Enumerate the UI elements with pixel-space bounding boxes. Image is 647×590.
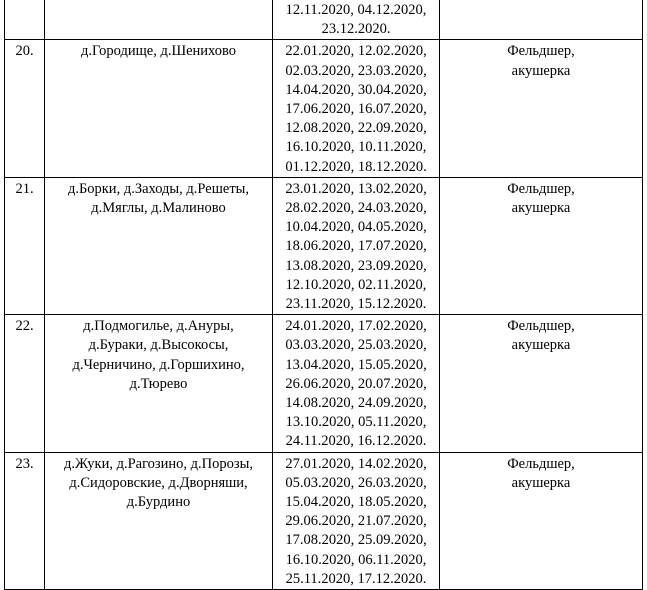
date-line: 17.06.2020, 16.07.2020, [285, 101, 427, 118]
date-line: 28.02.2020, 24.03.2020, [285, 200, 427, 217]
date-line: 16.10.2020, 06.11.2020, [285, 551, 427, 568]
dates-cell [273, 40, 440, 177]
date-line: 12.11.2020, 04.12.2020, [285, 2, 427, 18]
row-number: 21. [5, 177, 45, 314]
date-line: 23.01.2020, 13.02.2020, [285, 180, 427, 197]
table-row [5, 315, 643, 452]
date-line: 02.03.2020, 23.03.2020, [285, 62, 427, 79]
date-line: 13.08.2020, 23.09.2020, [285, 257, 427, 274]
dates-cell [273, 0, 440, 40]
village-line: д.Тюрево [129, 375, 188, 392]
date-line: 29.06.2020, 21.07.2020, [285, 513, 427, 530]
date-line: 17.08.2020, 25.09.2020, [285, 532, 427, 549]
date-line: 13.10.2020, 05.11.2020, [285, 414, 427, 431]
staff-line: Фельдшер, [507, 43, 575, 60]
staff-cell [440, 177, 643, 314]
date-line: 15.04.2020, 18.05.2020, [285, 494, 427, 511]
villages-cell [45, 0, 273, 40]
date-line: 24.11.2020, 16.12.2020. [285, 433, 427, 450]
date-line: 05.03.2020, 26.03.2020, [285, 474, 427, 491]
village-line: д.Сидоровские, д.Дворняши, [69, 474, 248, 491]
date-line: 16.10.2020, 10.11.2020, [285, 139, 427, 156]
date-line: 10.04.2020, 04.05.2020, [285, 219, 427, 236]
staff-line: акушерка [511, 337, 571, 354]
village-line: д.Борки, д.Заходы, д.Решеты, [67, 180, 250, 197]
schedule-table [4, 0, 643, 590]
villages-cell [45, 40, 273, 177]
date-line: 22.01.2020, 12.02.2020, [285, 43, 427, 60]
dates-cell [273, 315, 440, 452]
date-line: 27.01.2020, 14.02.2020, [285, 455, 427, 472]
row-number: 22. [5, 315, 45, 452]
dates-cell [273, 177, 440, 314]
date-line: 12.08.2020, 22.09.2020, [285, 120, 427, 137]
date-line: 14.04.2020, 30.04.2020, [285, 81, 427, 98]
date-line: 18.06.2020, 17.07.2020, [285, 238, 427, 255]
villages-cell [45, 177, 273, 314]
staff-line: Фельдшер, [507, 455, 575, 472]
number-cell [5, 0, 45, 40]
village-line: д.Мяглы, д.Малиново [91, 200, 226, 217]
staff-cell [440, 452, 643, 589]
village-line: д.Бураки, д.Высокосы, [88, 337, 229, 354]
table-row-fragment [5, 0, 643, 40]
staff-line: акушерка [511, 474, 571, 491]
village-line: д.Жуки, д.Рагозино, д.Порозы, [64, 455, 253, 472]
row-number: 23. [5, 452, 45, 589]
date-line: 26.06.2020, 20.07.2020, [285, 375, 427, 392]
staff-cell [440, 315, 643, 452]
table-row [5, 177, 643, 314]
table-row [5, 40, 643, 177]
village-line: д.Черничино, д.Горшихино, [72, 356, 245, 373]
villages-cell [45, 315, 273, 452]
date-line: 03.03.2020, 25.03.2020, [285, 337, 427, 354]
staff-line: Фельдшер, [507, 318, 575, 335]
date-line: 14.08.2020, 24.09.2020, [285, 395, 427, 412]
staff-cell [440, 40, 643, 177]
table-row [5, 452, 643, 589]
village-line: д.Подмогилье, д.Ануры, [83, 318, 234, 335]
staff-line: Фельдшер, [507, 180, 575, 197]
villages-cell [45, 452, 273, 589]
date-line: 23.11.2020, 15.12.2020. [285, 296, 427, 313]
village-line: д.Бурдино [126, 494, 191, 511]
staff-line: акушерка [511, 62, 571, 79]
village-line: д.Городище, д.Шенихово [81, 43, 236, 60]
staff-cell [440, 0, 643, 40]
date-line: 25.11.2020, 17.12.2020. [285, 570, 427, 587]
date-line: 01.12.2020, 18.12.2020. [285, 158, 427, 175]
date-line: 23.12.2020. [321, 21, 391, 38]
date-line: 12.10.2020, 02.11.2020, [285, 276, 427, 293]
row-number: 20. [5, 40, 45, 177]
date-line: 24.01.2020, 17.02.2020, [285, 318, 427, 335]
staff-line: акушерка [511, 200, 571, 217]
date-line: 13.04.2020, 15.05.2020, [285, 356, 427, 373]
dates-cell [273, 452, 440, 589]
